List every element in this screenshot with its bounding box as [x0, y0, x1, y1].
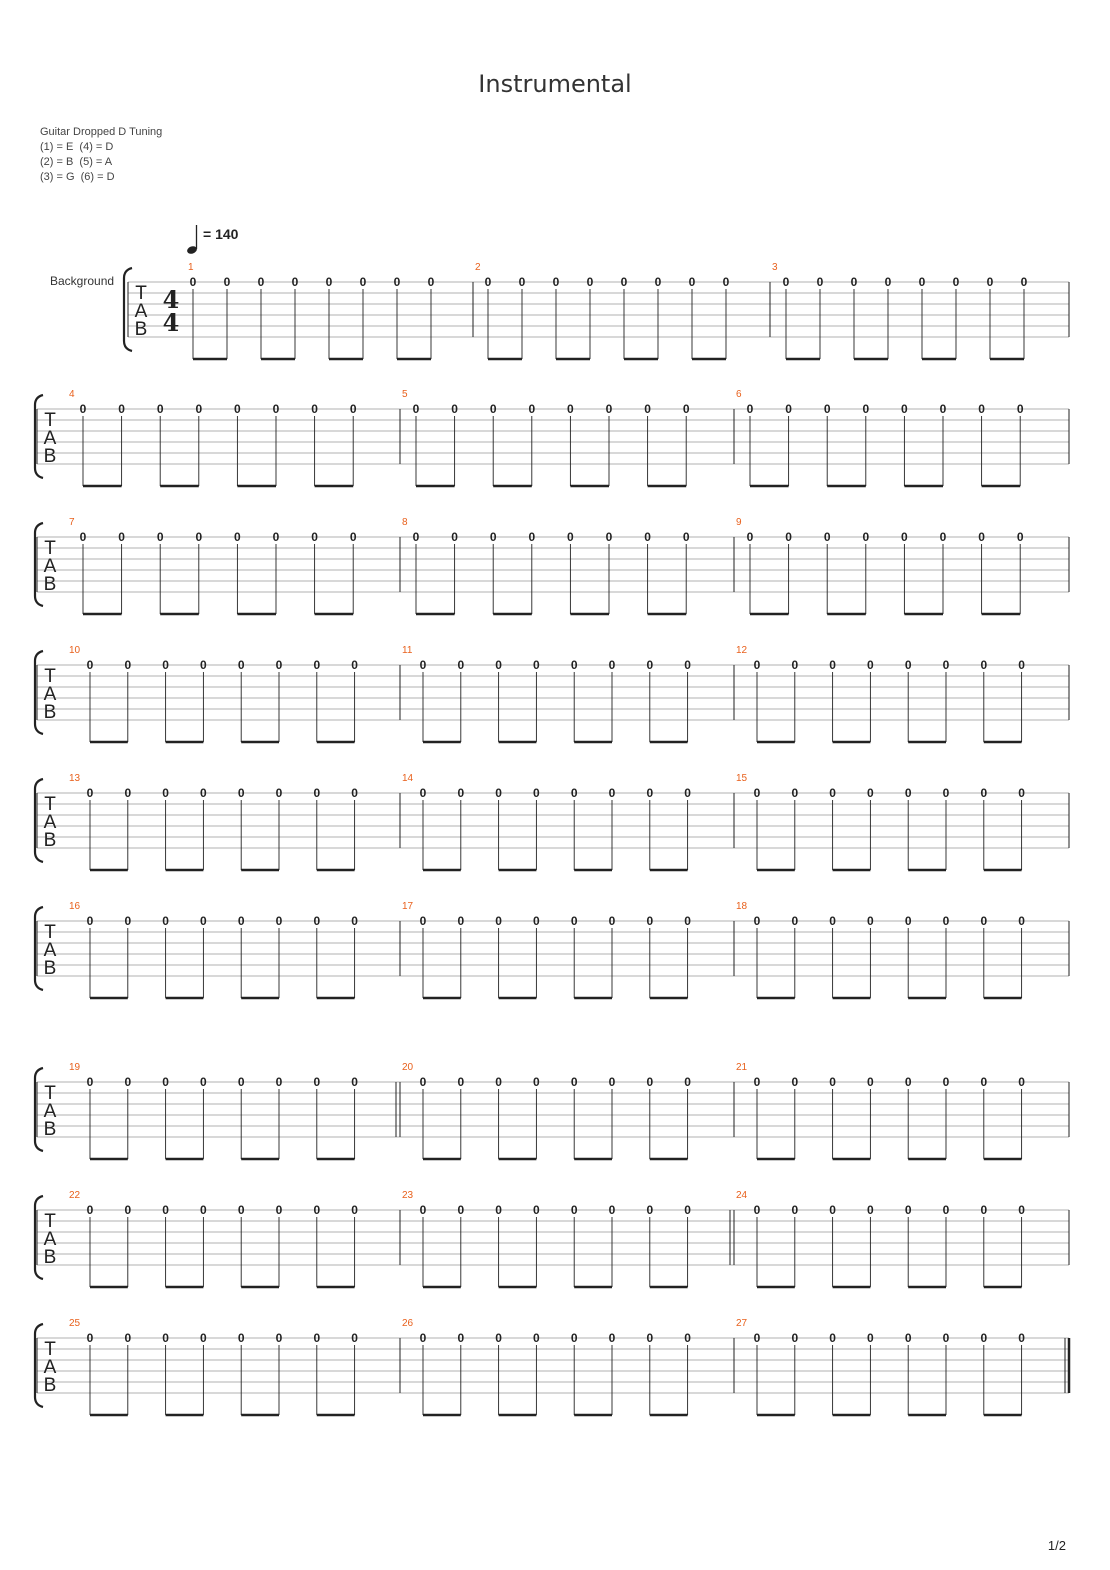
fret-number: 0: [86, 1075, 94, 1089]
fret-number: 0: [867, 1203, 874, 1217]
fret-number: 0: [939, 402, 947, 416]
tab-clef-letter: T: [135, 283, 147, 304]
tab-system: [35, 1062, 1069, 1159]
measure-number: 24: [736, 1190, 748, 1201]
fret-number: 0: [162, 914, 169, 928]
tempo-value: = 140: [203, 226, 239, 242]
fret-number: 0: [200, 658, 207, 672]
measure-number: 16: [69, 901, 81, 912]
fret-number: 0: [419, 914, 427, 928]
fret-number: 0: [684, 1075, 691, 1089]
fret-number: 0: [162, 786, 169, 800]
fret-number: 0: [162, 1075, 169, 1089]
measure-number: 4: [69, 389, 75, 400]
fret-number: 0: [1020, 275, 1028, 289]
fret-number: 0: [118, 402, 125, 416]
fret-number: 0: [200, 786, 207, 800]
fret-number: 0: [942, 914, 950, 928]
tab-system: [35, 1190, 1069, 1287]
measure-number: 8: [402, 517, 408, 528]
measure-number: 6: [736, 389, 742, 400]
fret-number: 0: [412, 402, 420, 416]
fret-number: 0: [124, 1203, 132, 1217]
measure-number: 18: [736, 901, 748, 912]
fret-number: 0: [862, 402, 870, 416]
fret-number: 0: [275, 786, 283, 800]
fret-number: 0: [904, 1331, 912, 1345]
fret-number: 0: [351, 914, 358, 928]
fret-number: 0: [533, 658, 540, 672]
fret-number: 0: [393, 275, 401, 289]
fret-number: 0: [325, 275, 333, 289]
fret-number: 0: [746, 530, 754, 544]
fret-number: 0: [351, 1203, 358, 1217]
fret-number: 0: [528, 530, 536, 544]
tab-clef-letter: B: [43, 830, 57, 851]
tab-clef-letter: A: [43, 1229, 57, 1250]
fret-number: 0: [412, 530, 420, 544]
fret-number: 0: [829, 1331, 836, 1345]
measure-number: 19: [69, 1062, 81, 1073]
fret-number: 0: [620, 275, 628, 289]
fret-number: 0: [451, 402, 458, 416]
measure-number: 12: [736, 645, 748, 656]
fret-number: 0: [457, 1203, 465, 1217]
fret-number: 0: [753, 1203, 761, 1217]
fret-number: 0: [162, 658, 169, 672]
fret-number: 0: [86, 1331, 94, 1345]
fret-number: 0: [419, 786, 427, 800]
tab-clef-letter: B: [43, 574, 57, 595]
fret-number: 0: [311, 402, 318, 416]
measure-number: 21: [736, 1062, 748, 1073]
tab-system: [35, 645, 1069, 742]
fret-number: 0: [942, 1203, 950, 1217]
fret-number: 0: [986, 275, 994, 289]
fret-number: 0: [1018, 1075, 1025, 1089]
fret-number: 0: [1018, 786, 1025, 800]
fret-number: 0: [86, 786, 94, 800]
fret-number: 0: [608, 1331, 616, 1345]
tab-clef-letter: A: [43, 1357, 57, 1378]
staff-bracket: [35, 1196, 43, 1279]
fret-number: 0: [901, 530, 908, 544]
fret-number: 0: [684, 658, 691, 672]
fret-number: 0: [189, 275, 197, 289]
fret-number: 0: [272, 402, 280, 416]
tab-clef-letter: T: [44, 1339, 56, 1360]
fret-number: 0: [552, 275, 560, 289]
fret-number: 0: [791, 1331, 799, 1345]
fret-number: 0: [682, 402, 690, 416]
fret-number: 0: [939, 530, 947, 544]
fret-number: 0: [351, 1075, 358, 1089]
fret-number: 0: [1018, 658, 1025, 672]
fret-number: 0: [942, 786, 950, 800]
fret-number: 0: [86, 1203, 94, 1217]
fret-number: 0: [162, 1331, 169, 1345]
fret-number: 0: [237, 1075, 245, 1089]
fret-number: 0: [313, 1203, 321, 1217]
fret-number: 0: [867, 658, 874, 672]
measure-number: 5: [402, 389, 408, 400]
tab-clef-letter: T: [44, 410, 56, 431]
fret-number: 0: [850, 275, 858, 289]
fret-number: 0: [884, 275, 892, 289]
fret-number: 0: [457, 914, 465, 928]
fret-number: 0: [980, 786, 988, 800]
fret-number: 0: [495, 914, 502, 928]
fret-number: 0: [457, 1075, 465, 1089]
song-title: Instrumental: [478, 70, 632, 98]
fret-number: 0: [419, 658, 427, 672]
tuning-line: (1) = E (4) = D: [40, 141, 114, 153]
measure-number: 25: [69, 1318, 81, 1329]
fret-number: 0: [980, 1331, 988, 1345]
fret-number: 0: [684, 1203, 691, 1217]
fret-number: 0: [570, 786, 578, 800]
fret-number: 0: [533, 1331, 540, 1345]
fret-number: 0: [791, 1203, 799, 1217]
fret-number: 0: [567, 402, 574, 416]
fret-number: 0: [942, 1331, 950, 1345]
fret-number: 0: [829, 1075, 836, 1089]
staff-bracket: [35, 907, 43, 990]
fret-number: 0: [608, 658, 616, 672]
fret-number: 0: [688, 275, 696, 289]
fret-number: 0: [746, 402, 754, 416]
fret-number: 0: [518, 275, 526, 289]
fret-number: 0: [684, 786, 691, 800]
fret-number: 0: [753, 658, 761, 672]
fret-number: 0: [980, 658, 988, 672]
fret-number: 0: [234, 402, 241, 416]
fret-number: 0: [313, 1331, 321, 1345]
fret-number: 0: [457, 658, 465, 672]
tuning-line: (2) = B (5) = A: [40, 156, 113, 168]
tab-clef-letter: T: [44, 666, 56, 687]
fret-number: 0: [275, 914, 283, 928]
tab-clef-letter: T: [44, 538, 56, 559]
fret-number: 0: [904, 658, 912, 672]
fret-number: 0: [867, 914, 874, 928]
fret-number: 0: [419, 1203, 427, 1217]
time-signature-denominator: 4: [162, 308, 180, 337]
fret-number: 0: [457, 1331, 465, 1345]
fret-number: 0: [901, 402, 908, 416]
fret-number: 0: [942, 658, 950, 672]
fret-number: 0: [351, 786, 358, 800]
fret-number: 0: [570, 1203, 578, 1217]
staff-bracket: [35, 1068, 43, 1151]
measure-number: 9: [736, 517, 742, 528]
fret-number: 0: [313, 786, 321, 800]
staff-bracket: [35, 523, 43, 606]
fret-number: 0: [684, 914, 691, 928]
fret-number: 0: [791, 1075, 799, 1089]
fret-number: 0: [654, 275, 662, 289]
tab-clef-letter: B: [43, 1247, 57, 1268]
fret-number: 0: [646, 1331, 654, 1345]
fret-number: 0: [124, 786, 132, 800]
fret-number: 0: [952, 275, 960, 289]
fret-number: 0: [904, 914, 912, 928]
fret-number: 0: [644, 530, 651, 544]
fret-number: 0: [156, 402, 164, 416]
fret-number: 0: [829, 786, 836, 800]
tab-clef-letter: T: [44, 794, 56, 815]
fret-number: 0: [234, 530, 241, 544]
fret-number: 0: [359, 275, 367, 289]
time-signature-numerator: 4: [162, 285, 180, 314]
fret-number: 0: [156, 530, 164, 544]
measure-number: 1: [188, 262, 194, 273]
tab-clef-letter: A: [43, 684, 57, 705]
fret-number: 0: [980, 1075, 988, 1089]
tab-clef-letter: A: [43, 1101, 57, 1122]
fret-number: 0: [237, 914, 245, 928]
staff-bracket: [35, 779, 43, 862]
fret-number: 0: [419, 1075, 427, 1089]
tab-clef-letter: T: [44, 1211, 56, 1232]
measure-number: 27: [736, 1318, 748, 1329]
fret-number: 0: [79, 530, 87, 544]
tab-clef-letter: B: [134, 319, 148, 340]
fret-number: 0: [86, 914, 94, 928]
tab-clef-letter: T: [44, 1083, 56, 1104]
fret-number: 0: [942, 1075, 950, 1089]
tab-clef-letter: A: [43, 556, 57, 577]
tab-clef-letter: A: [43, 812, 57, 833]
fret-number: 0: [1018, 1203, 1025, 1217]
fret-number: 0: [753, 786, 761, 800]
fret-number: 0: [608, 1203, 616, 1217]
tab-clef-letter: A: [43, 428, 57, 449]
fret-number: 0: [237, 786, 245, 800]
staff-bracket: [35, 1324, 43, 1407]
fret-number: 0: [451, 530, 458, 544]
fret-number: 0: [570, 1331, 578, 1345]
tab-clef-letter: T: [44, 922, 56, 943]
fret-number: 0: [785, 530, 792, 544]
fret-number: 0: [457, 786, 465, 800]
fret-number: 0: [200, 1075, 207, 1089]
fret-number: 0: [567, 530, 574, 544]
measure-number: 22: [69, 1190, 81, 1201]
measure-number: 3: [772, 262, 778, 273]
fret-number: 0: [978, 402, 985, 416]
fret-number: 0: [791, 914, 799, 928]
fret-number: 0: [586, 275, 594, 289]
tab-system: [124, 262, 1069, 359]
tab-system: [35, 901, 1069, 998]
fret-number: 0: [484, 275, 492, 289]
fret-number: 0: [605, 402, 613, 416]
fret-number: 0: [646, 914, 654, 928]
fret-number: 0: [823, 402, 831, 416]
tab-clef-letter: A: [43, 940, 57, 961]
fret-number: 0: [867, 786, 874, 800]
tab-clef-letter: B: [43, 1375, 57, 1396]
tuning-line: (3) = G (6) = D: [40, 171, 115, 183]
fret-number: 0: [427, 275, 435, 289]
fret-number: 0: [86, 658, 94, 672]
fret-number: 0: [195, 530, 203, 544]
measure-number: 7: [69, 517, 75, 528]
fret-number: 0: [829, 658, 836, 672]
fret-number: 0: [684, 1331, 691, 1345]
fret-number: 0: [823, 530, 831, 544]
fret-number: 0: [608, 1075, 616, 1089]
fret-number: 0: [124, 1075, 132, 1089]
tuning-name: Guitar Dropped D Tuning: [40, 126, 163, 138]
measure-number: 15: [736, 773, 748, 784]
fret-number: 0: [237, 1203, 245, 1217]
fret-number: 0: [200, 1331, 207, 1345]
fret-number: 0: [124, 914, 132, 928]
fret-number: 0: [753, 1331, 761, 1345]
measure-number: 13: [69, 773, 81, 784]
fret-number: 0: [275, 658, 283, 672]
fret-number: 0: [275, 1203, 283, 1217]
fret-number: 0: [257, 275, 265, 289]
fret-number: 0: [118, 530, 125, 544]
tab-clef-letter: B: [43, 702, 57, 723]
measure-number: 26: [402, 1318, 414, 1329]
fret-number: 0: [608, 914, 616, 928]
fret-number: 0: [533, 914, 540, 928]
measure-number: 20: [402, 1062, 414, 1073]
fret-number: 0: [646, 1203, 654, 1217]
fret-number: 0: [349, 402, 357, 416]
fret-number: 0: [904, 786, 912, 800]
fret-number: 0: [275, 1075, 283, 1089]
tab-clef-letter: A: [134, 301, 148, 322]
tab-clef-letter: B: [43, 1119, 57, 1140]
fret-number: 0: [791, 786, 799, 800]
page-number: 1/2: [1047, 1538, 1066, 1553]
fret-number: 0: [351, 658, 358, 672]
fret-number: 0: [528, 402, 536, 416]
fret-number: 0: [495, 786, 502, 800]
fret-number: 0: [313, 1075, 321, 1089]
fret-number: 0: [980, 914, 988, 928]
fret-number: 0: [904, 1075, 912, 1089]
fret-number: 0: [349, 530, 357, 544]
tab-system: [35, 1318, 1069, 1415]
fret-number: 0: [904, 1203, 912, 1217]
fret-number: 0: [862, 530, 870, 544]
fret-number: 0: [124, 658, 132, 672]
fret-number: 0: [195, 402, 203, 416]
fret-number: 0: [495, 658, 502, 672]
tab-clef-letter: B: [43, 958, 57, 979]
staff-bracket: [35, 651, 43, 734]
fret-number: 0: [791, 658, 799, 672]
fret-number: 0: [1016, 402, 1024, 416]
fret-number: 0: [272, 530, 280, 544]
fret-number: 0: [753, 1075, 761, 1089]
measure-number: 14: [402, 773, 414, 784]
fret-number: 0: [980, 1203, 988, 1217]
fret-number: 0: [782, 275, 790, 289]
fret-number: 0: [533, 786, 540, 800]
fret-number: 0: [978, 530, 985, 544]
fret-number: 0: [237, 1331, 245, 1345]
fret-number: 0: [1018, 1331, 1025, 1345]
measure-number: 11: [402, 645, 413, 656]
fret-number: 0: [816, 275, 824, 289]
fret-number: 0: [918, 275, 926, 289]
fret-number: 0: [829, 914, 836, 928]
fret-number: 0: [489, 530, 497, 544]
fret-number: 0: [1018, 914, 1025, 928]
fret-number: 0: [223, 275, 231, 289]
tab-clef-letter: B: [43, 446, 57, 467]
measure-number: 23: [402, 1190, 414, 1201]
fret-number: 0: [867, 1331, 874, 1345]
fret-number: 0: [608, 786, 616, 800]
fret-number: 0: [495, 1075, 502, 1089]
fret-number: 0: [79, 402, 87, 416]
fret-number: 0: [237, 658, 245, 672]
fret-number: 0: [495, 1203, 502, 1217]
fret-number: 0: [495, 1331, 502, 1345]
fret-number: 0: [313, 914, 321, 928]
fret-number: 0: [644, 402, 651, 416]
fret-number: 0: [646, 786, 654, 800]
fret-number: 0: [867, 1075, 874, 1089]
measure-number: 2: [475, 262, 481, 273]
fret-number: 0: [533, 1203, 540, 1217]
fret-number: 0: [419, 1331, 427, 1345]
fret-number: 0: [570, 1075, 578, 1089]
fret-number: 0: [722, 275, 730, 289]
fret-number: 0: [570, 658, 578, 672]
fret-number: 0: [351, 1331, 358, 1345]
fret-number: 0: [570, 914, 578, 928]
fret-number: 0: [533, 1075, 540, 1089]
fret-number: 0: [200, 914, 207, 928]
fret-number: 0: [162, 1203, 169, 1217]
tab-system: [35, 773, 1069, 870]
fret-number: 0: [291, 275, 299, 289]
fret-number: 0: [200, 1203, 207, 1217]
tab-system: [35, 517, 1069, 614]
fret-number: 0: [829, 1203, 836, 1217]
fret-number: 0: [605, 530, 613, 544]
fret-number: 0: [1016, 530, 1024, 544]
fret-number: 0: [646, 658, 654, 672]
staff-bracket: [35, 395, 43, 478]
fret-number: 0: [275, 1331, 283, 1345]
fret-number: 0: [785, 402, 792, 416]
fret-number: 0: [682, 530, 690, 544]
fret-number: 0: [311, 530, 318, 544]
fret-number: 0: [489, 402, 497, 416]
measure-number: 17: [402, 901, 414, 912]
fret-number: 0: [753, 914, 761, 928]
tab-system: [35, 389, 1069, 486]
fret-number: 0: [646, 1075, 654, 1089]
fret-number: 0: [124, 1331, 132, 1345]
track-name: Background: [50, 274, 115, 288]
measure-number: 10: [69, 645, 81, 656]
fret-number: 0: [313, 658, 321, 672]
